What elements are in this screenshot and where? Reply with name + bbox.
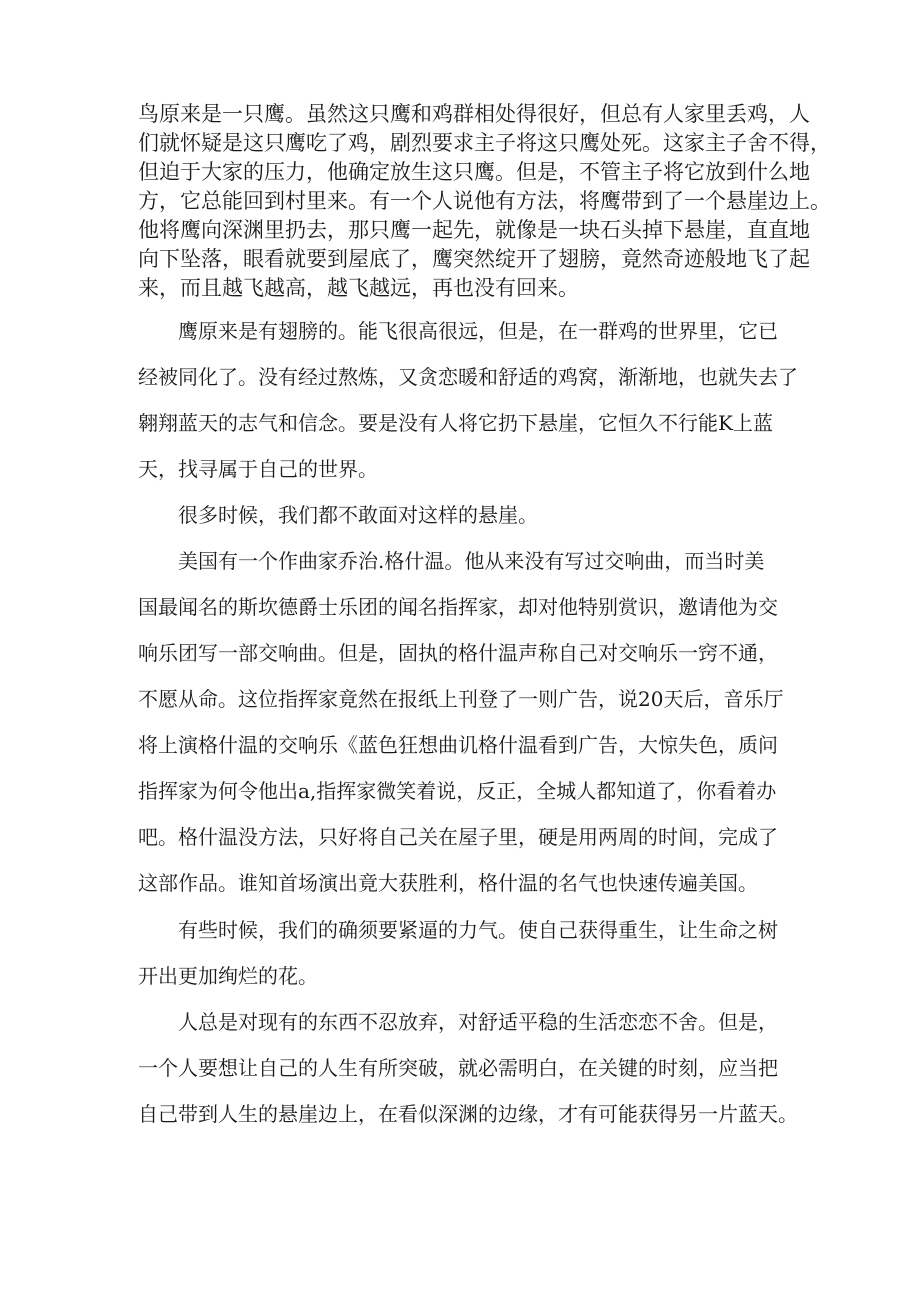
paragraph-line: 人总是对现有的东西不忍放弃，对舒适平稳的生活恋恋不舍。但是， [178,1010,778,1034]
paragraph-line: 他将鹰向深渊里扔去，那只鹰一起先，就像是一块石头掉下悬崖，直直地 [138,218,810,242]
paragraph-line: 经被同化了。没有经过熬炼，又贪恋暖和舒适的鸡窝，渐渐地，也就失去了 [138,365,798,389]
paragraph-line: 自己带到人生的悬崖边上，在看似深渊的边缘，才有可能获得另一片蓝天。 [138,1102,798,1126]
paragraph-line: 这部作品。谁知首场演出竟大获胜利，格什温的名气也快速传遍美国。 [138,871,758,895]
paragraph-line: 一个人要想让自己的人生有所突破，就必需明白，在关键的时刻，应当把 [138,1056,778,1080]
paragraph-line: 很多时候，我们都不敢面对这样的悬崖。 [178,503,538,527]
paragraph-line: 天，找寻属于自己的世界。 [138,457,378,481]
paragraph-line: 来，而且越飞越高，越飞越远，再也没有回来。 [138,276,579,300]
paragraph-line: 但迫于大家的压力，他确定放生这只鹰。但是，不管主子将它放到什么地 [138,160,810,184]
paragraph-line: 鸟原来是一只鹰。虽然这只鹰和鸡群相处得很好，但总有人家里丢鸡，人 [138,102,810,126]
paragraph-line: 美国有一个作曲家乔治.格什温。他从来没有写过交响曲，而当时美 [178,549,765,573]
paragraph-line: 有些时候，我们的确须要紧逼的力气。使自己获得重生，让生命之树 [178,918,778,942]
paragraph-line: 翱翔蓝天的志气和信念。要是没有人将它扔下悬崖，它恒久不行能K上蓝 [138,411,773,435]
paragraph-line: 指挥家为何令他出a,指挥家微笑着说，反正，全城人都知道了，你看着办 [138,779,777,803]
paragraph-line: 国最闻名的斯坎德爵士乐团的闻名指挥家，却对他特别赏识，邀请他为交 [138,595,778,619]
paragraph-line: 们就怀疑是这只鹰吃了鸡，剧烈要求主子将这只鹰处死。这家主子舍不得， [138,131,831,155]
paragraph-line: 将上演格什温的交响乐《蓝色狂想曲讥格什温看到广告，大惊失色，质问 [138,733,778,757]
paragraph-line: 鹰原来是有翅膀的。能飞很高很远，但是，在一群鸡的世界里，它已 [178,319,778,343]
paragraph-line: 开出更加绚烂的花。 [138,964,318,988]
paragraph-line: 向下坠落，眼看就要到屋底了，鹰突然绽开了翅膀，竟然奇迹般地飞了起 [138,247,810,271]
paragraph-line: 不愿从命。这位指挥家竟然在报纸上刊登了一则广告，说20天后，音乐厅 [138,687,784,711]
paragraph-line: 方，它总能回到村里来。有一个人说他有方法，将鹰带到了一个悬崖边上。 [138,189,831,213]
paragraph-line: 响乐团写一部交响曲。但是，固执的格什温声称自己对交响乐一窍不通， [138,641,778,665]
paragraph-line: 吧。格什温没方法，只好将自己关在屋子里，硬是用两周的时间，完成了 [138,825,778,849]
